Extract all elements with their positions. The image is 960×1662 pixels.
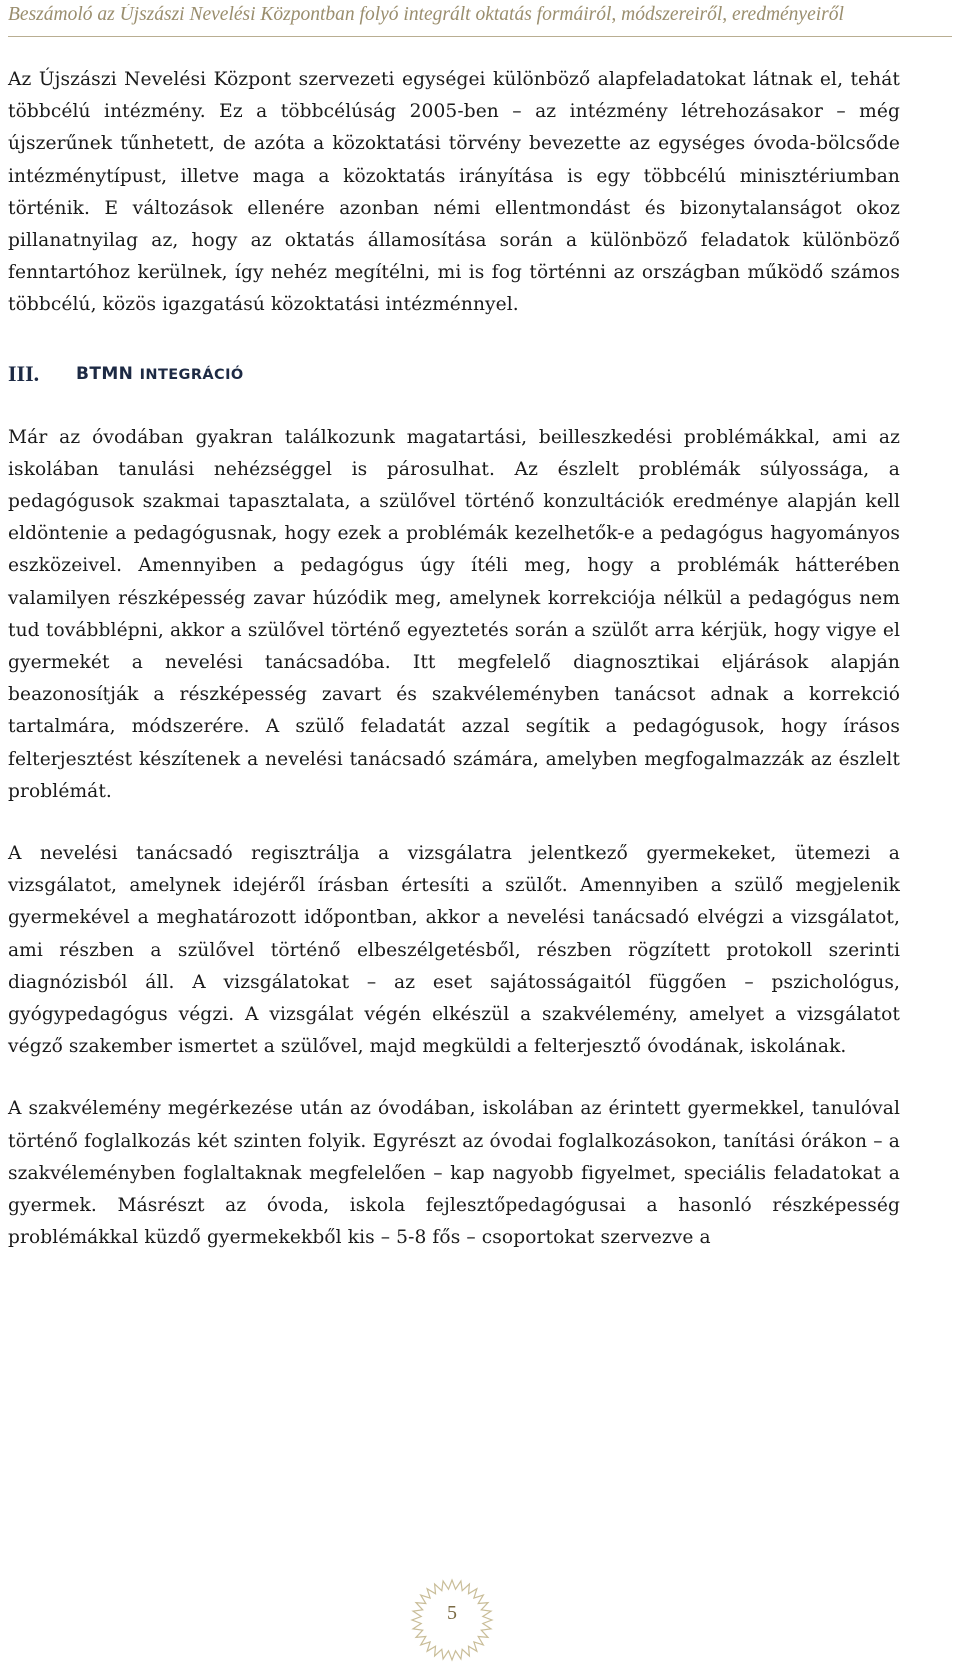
page-number: 5 xyxy=(447,1602,457,1624)
header-rule xyxy=(8,36,952,37)
body-paragraph-3: A szakvélemény megérkezése után az óvodában, iskolában az érintett gyermekkel, tanulóval történő foglalkozás két szinten folyik. Egyrészt az óvodai foglalkozásokon, tanítási órákon – a szakvéleményben foglaltaknak megfelelően – kap nagyobb figyelmet, speciális feladatokat a gyermek. Másrészt az óvoda, iskola fejlesztőpedagógusai a hasonló részképesség problémákkal küzdő gyermekekből kis – 5-8 fős – csoportokat szervezve a xyxy=(8,1098,900,1249)
section-title xyxy=(76,364,244,384)
running-header: Beszámoló az Újszászi Nevelési Központban folyó integrált oktatás formáiról, módszereiről, eredményeiről xyxy=(8,4,844,25)
body-paragraph-2: A nevelési tanácsadó regisztrálja a vizsgálatra jelentkező gyermekeket, ütemezi a vizsgálatot, amelynek idejéről írásban értesíti a szülőt. Amennyiben a szülő megjelenik gyermekével a meghatározott időpontban, akkor a nevelési tanácsadó elvégzi a vizsgálatot, ami részben a szülővel történő elbeszélgetésből, részben rögzített protokoll szerinti diagnózisból áll. A vizsgálatokat – az eset sajátosságaitól függően – pszichológus, gyógypedagógus végzi. A vizsgálat végén elkészül a szakvélemény, amelyet a vizsgálatot végző szakember ismertet a szülővel, majd megküldi a felterjesztő óvodának, iskolának. xyxy=(8,843,900,1058)
section-heading xyxy=(8,356,900,392)
body-paragraph-1: Már az óvodában gyakran találkozunk magatartási, beilleszkedési problémákkal, ami az iskolában tanulási nehézséggel is párosulhat. Az észlelt problémák súlyossága, a pedagógusok szakmai tapasztalata, a szülővel történő konzultációk eredménye alapján kell eldöntenie a pedagógusnak, hogy ezek a problémák kezelhetők-e a pedagógus hagyományos eszközeivel. Amennyiben a pedagógus úgy ítéli meg, hogy a problémák hátterében valamilyen részképesség zavar húzódik meg, amelynek korrekciója nélkül a pedagógus nem tud továbblépni, akkor a szülővel történő egyeztetés során a szülőt arra kérjük, hogy vigye el gyermekét a nevelési tanácsadóba. Itt megfelelő diagnosztikai eljárások alapján beazonosítják a részképesség zavart és szakvéleményben tanácsot adnak a korrekció tartalmára, módszerére. A szülő feladatát azzal segítik a pedagógusok, hogy írásos felterjesztést készítenek a nevelési tanácsadó számára, amelyben megfogalmazzák az észlelt problémát. xyxy=(8,426,900,802)
section-number: III. xyxy=(8,360,40,386)
intro-paragraph: Az Újszászi Nevelési Központ szervezeti egységei különböző alapfeladatokat látnak el, tehát többcélú intézmény. Ez a többcélúság 2005-ben – az intézmény létrehozásakor – még újszerűnek tűnhetett, de azóta a közoktatási törvény bevezette az egységes óvoda-bölcsőde intézménytípust, illetve maga a közoktatás irányítása is egy többcélú minisztériumban történik. E változások ellenére azonban némi ellentmondást és bizonytalanságot okoz pillanatnyilag az, hogy az oktatás államosítása során a különböző feladatok különböző fenntartóhoz kerülnek, így nehéz megítélni, mi is fog történni az országban működő számos többcélú, közös igazgatású közoktatási intézménnyel. xyxy=(8,69,900,316)
page-content xyxy=(8,64,900,1255)
section-title-part1: BTMN xyxy=(76,363,140,384)
section-title-part2: INTEGRÁCIÓ xyxy=(139,366,244,383)
